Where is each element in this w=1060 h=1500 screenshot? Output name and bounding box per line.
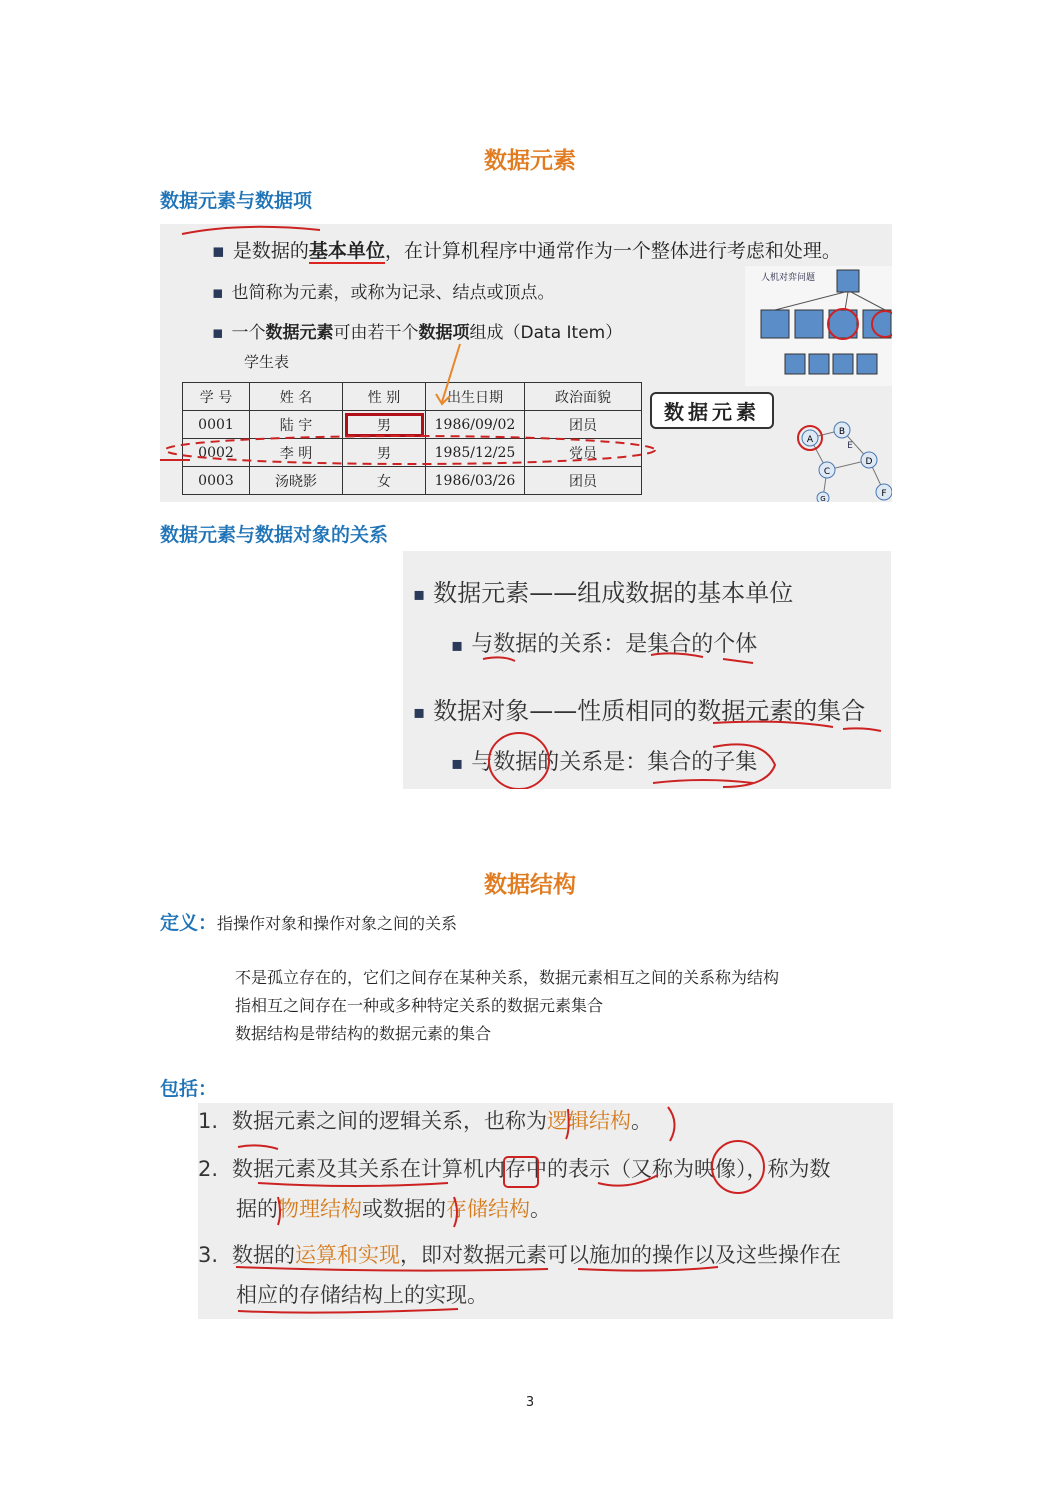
slide2-line3-text: 数据对象——性质相同的数据元素的集合 xyxy=(433,697,866,725)
stamp-data-element: 数据元素 xyxy=(650,392,774,429)
bullet3-text-bold-a: 数据元素 xyxy=(265,323,334,343)
th-name: 姓 名 xyxy=(250,383,343,411)
graph-node-e xyxy=(847,441,853,451)
page-number: 3 xyxy=(525,1395,535,1410)
slide2-line4: ▪ 与数据的关系是：集合的子集 xyxy=(451,750,758,775)
paragraph-2: 指相互之间存在一种或多种特定关系的数据元素集合 xyxy=(235,996,604,1015)
graph-node-d xyxy=(861,452,877,468)
red-underline xyxy=(713,722,833,727)
tree-label: 人机对弈问题 xyxy=(761,273,816,283)
cell: 汤晓影 xyxy=(250,467,343,495)
red-underline xyxy=(723,659,753,663)
item-text: 数据的 xyxy=(232,1243,296,1267)
red-scribble xyxy=(238,1145,278,1149)
bullet-basic-unit: ▪ 是数据的基本单位，在计算机程序中通常作为一个整体进行考虑和处理。 xyxy=(212,240,841,262)
includes-label: 包括： xyxy=(160,1078,218,1100)
slide-element-object xyxy=(403,551,891,789)
red-bracket xyxy=(278,1197,280,1225)
slide-data-element-image xyxy=(160,224,892,502)
definition-line xyxy=(160,908,457,935)
th-birth: 出生日期 xyxy=(426,383,525,411)
red-underline xyxy=(238,1309,458,1313)
item-text: 据的 xyxy=(236,1197,278,1221)
cell: 0003 xyxy=(183,467,250,495)
red-bracket xyxy=(454,1197,457,1227)
cell-highlighted: 男 xyxy=(343,411,426,439)
graph-node-b xyxy=(834,422,850,438)
heading-element-and-item: 数据元素与数据项 xyxy=(160,190,313,212)
cell: 男 xyxy=(343,439,426,467)
section-title-data-structure: 数据结构 xyxy=(484,872,576,898)
bullet1-text-a: 是数据的 xyxy=(232,240,309,262)
cell: 团员 xyxy=(525,411,642,439)
item-text: 数据元素之间的逻辑关系，也称为 xyxy=(232,1109,548,1133)
svg-text:F: F xyxy=(881,489,887,499)
item-highlight: 存储结构 xyxy=(446,1197,530,1221)
bullet3-text-bold-b: 数据项 xyxy=(418,323,470,343)
cell: 陆 宇 xyxy=(250,411,343,439)
red-scribble-top xyxy=(182,227,320,234)
bullet3-text-c: 可由若干个 xyxy=(333,323,419,343)
cell: 1986/09/02 xyxy=(426,411,525,439)
cell: 女 xyxy=(343,467,426,495)
tree-node xyxy=(795,310,823,338)
svg-text:B: B xyxy=(838,427,846,437)
tree-leaf xyxy=(833,354,853,374)
item-text: 或数据的 xyxy=(362,1197,446,1221)
red-bracket xyxy=(566,1109,569,1139)
cell: 0001 xyxy=(183,411,250,439)
red-bracket xyxy=(668,1107,675,1141)
th-gender: 性 别 xyxy=(343,383,426,411)
orange-arrow-line xyxy=(442,344,460,402)
graph-diagram xyxy=(786,414,892,502)
cell: 李 明 xyxy=(250,439,343,467)
red-box xyxy=(504,1157,538,1187)
red-underline xyxy=(578,1267,718,1271)
bullet3-text-e: 组成（Data Item） xyxy=(469,323,623,343)
cell: 1986/03/26 xyxy=(426,467,525,495)
tree-node xyxy=(829,310,857,338)
bullet3-text-a: 一个 xyxy=(231,323,266,343)
red-underline xyxy=(651,653,703,657)
slide2-line2: ▪ 与数据的关系：是集合的个体 xyxy=(451,632,758,657)
item-highlight: 物理结构 xyxy=(278,1197,362,1221)
table-caption: 学生表 xyxy=(244,353,290,371)
item-number: 2. xyxy=(198,1157,219,1181)
tree-edge xyxy=(845,292,848,310)
graph-node-g xyxy=(817,492,829,502)
red-underline xyxy=(258,1183,448,1186)
tree-root xyxy=(837,270,859,292)
cell: 0002 xyxy=(183,439,250,467)
svg-text:A: A xyxy=(806,435,814,445)
paragraph-1: 不是孤立存在的，它们之间存在某种关系，数据元素相互之间的关系称为结构 xyxy=(235,968,780,987)
tree-svg xyxy=(745,266,892,386)
red-underline xyxy=(843,728,881,731)
svg-text:D: D xyxy=(865,457,873,467)
svg-text:C: C xyxy=(823,467,831,477)
slide2-line1: ▪ 数据元素——组成数据的基本单位 xyxy=(413,579,794,607)
cell: 党员 xyxy=(525,439,642,467)
tree-edge xyxy=(851,292,885,310)
red-underline xyxy=(653,780,753,783)
red-underline xyxy=(236,1267,548,1271)
slide2-line1-text: 数据元素——组成数据的基本单位 xyxy=(433,579,794,607)
slide2-line3: ▪ 数据对象——性质相同的数据元素的集合 xyxy=(413,697,866,725)
bullet-data-items: ▪ 一个数据元素可由若干个数据项组成（Data Item） xyxy=(212,323,623,343)
item-number: 3. xyxy=(198,1243,219,1267)
graph-node-a xyxy=(802,430,818,446)
bullet1-text-bold: 基本单位 xyxy=(308,240,385,262)
cell: 团员 xyxy=(525,467,642,495)
graph-node-c xyxy=(819,462,835,478)
slide2-annotations xyxy=(403,551,891,789)
dashed-ellipse-row xyxy=(165,436,655,464)
bullet-also-called: ▪ 也简称为元素，或称为记录、结点或顶点。 xyxy=(212,283,555,303)
definition-label: 定义： xyxy=(160,912,218,934)
tree-node xyxy=(761,310,789,338)
bullet1-text-c: ，在计算机程序中通常作为一个整体进行考虑和处理。 xyxy=(384,240,841,262)
slide2-line4-text: 与数据的关系是：集合的子集 xyxy=(471,750,758,775)
red-arrow xyxy=(598,1175,658,1186)
tree-leaf xyxy=(785,354,805,374)
section-title-data-element: 数据元素 xyxy=(484,148,576,174)
definition-text: 指操作对象和操作对象之间的关系 xyxy=(217,914,458,933)
tree-leaf xyxy=(857,354,877,374)
bullet2-text: 也简称为元素，或称为记录、结点或顶点。 xyxy=(231,283,555,303)
item-highlight: 运算和实现 xyxy=(295,1243,401,1267)
slide-includes-list xyxy=(198,1103,893,1319)
th-id: 学 号 xyxy=(183,383,250,411)
svg-text:E: E xyxy=(847,441,853,451)
item-number: 1. xyxy=(198,1109,219,1133)
tree-diagram xyxy=(745,266,892,386)
item-highlight: 逻辑结构 xyxy=(547,1109,632,1133)
tree-leaf xyxy=(809,354,829,374)
item-text: ，即对数据元素可以施加的操作以及这些操作在 xyxy=(400,1243,842,1267)
tree-edge xyxy=(775,292,845,310)
th-politics: 政治面貌 xyxy=(525,383,642,411)
paragraph-3: 数据结构是带结构的数据元素的集合 xyxy=(235,1024,492,1043)
heading-element-object-relation: 数据元素与数据对象的关系 xyxy=(160,524,389,546)
slide3-annotations xyxy=(198,1103,893,1319)
cell: 1985/12/25 xyxy=(426,439,525,467)
red-circle xyxy=(489,733,549,789)
svg-text:G: G xyxy=(820,495,826,502)
red-circle xyxy=(712,1141,764,1193)
item-text: 。 xyxy=(530,1197,551,1221)
item-text: 。 xyxy=(631,1109,653,1133)
slide2-line2-text: 与数据的关系：是集合的个体 xyxy=(471,632,758,657)
red-underline xyxy=(483,657,515,661)
item-text: 相应的存储结构上的实现。 xyxy=(236,1283,488,1307)
graph-node-f xyxy=(876,484,892,500)
item-text: 数据元素及其关系在计算机内存中的表示（又称为映像），称为数 xyxy=(232,1157,831,1181)
